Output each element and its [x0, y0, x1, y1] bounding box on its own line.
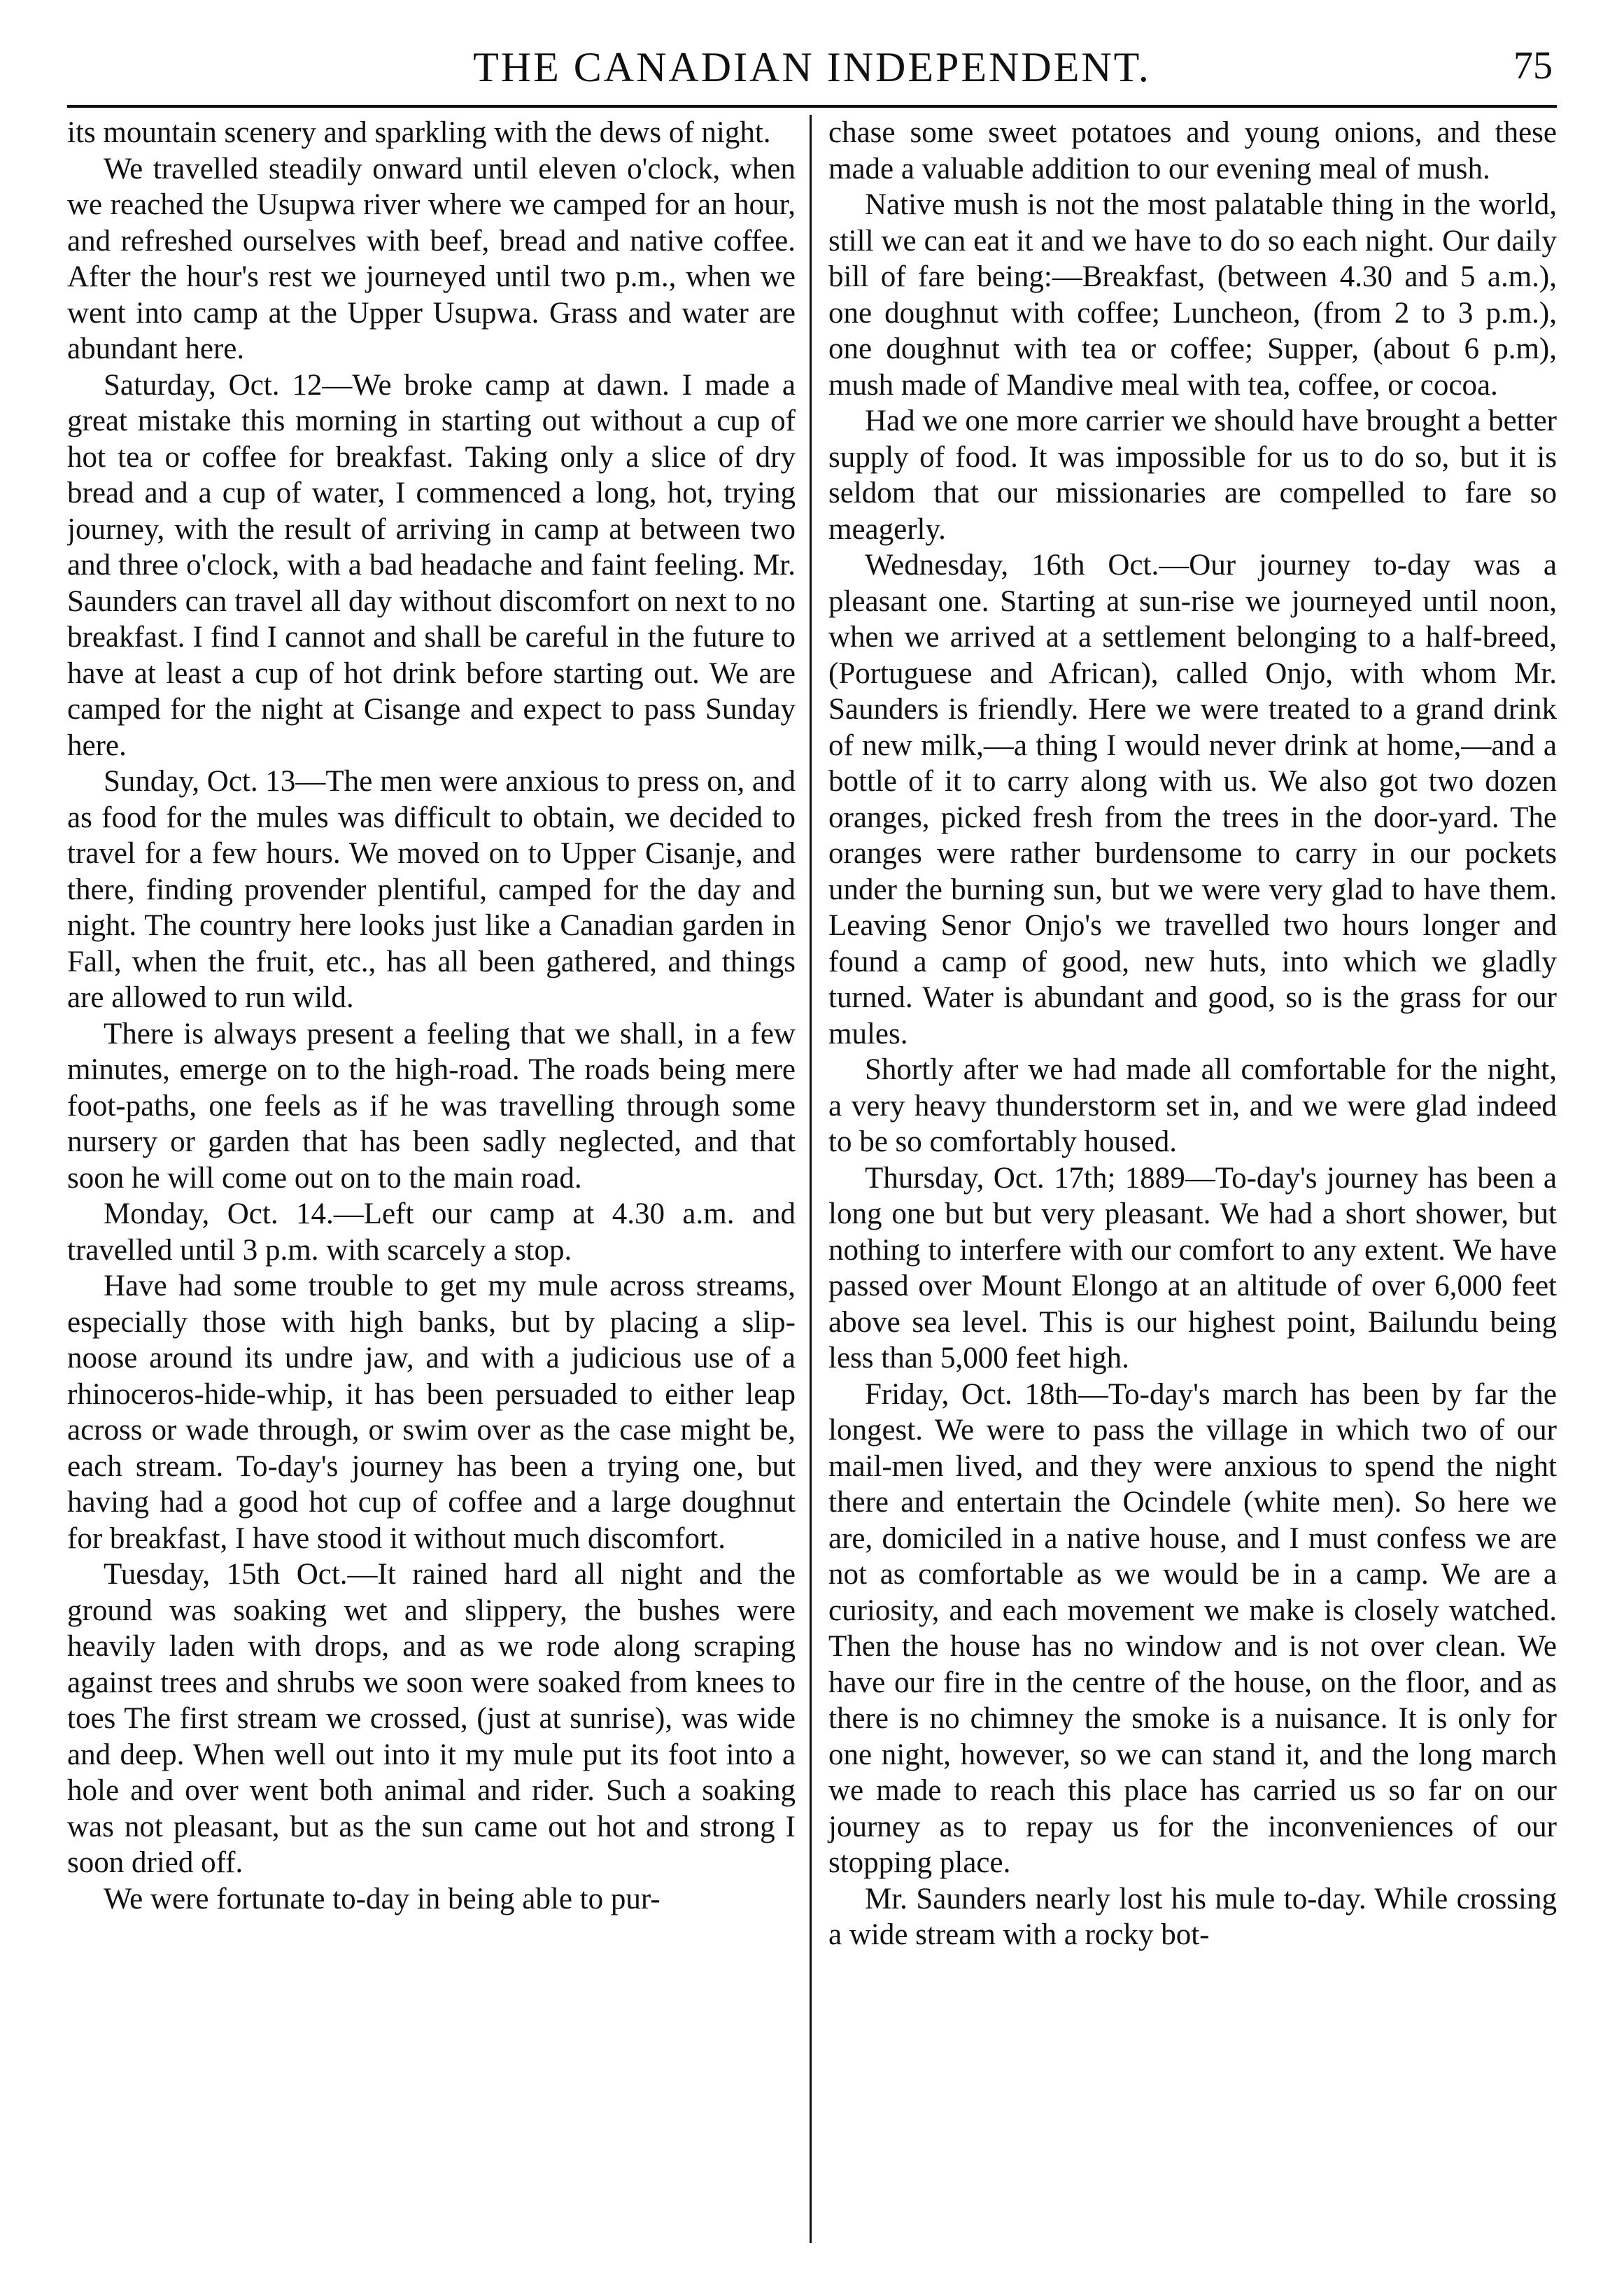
left-column [67, 115, 810, 2243]
paragraph: We were fortunate to-day in being able to pur- [104, 1882, 661, 1915]
paragraph: There is always present a feeling that we shall, in a few minutes, emerge on to the high-road. The roads being mere foot-paths, one feels as if he was travelling through some nursery or garden that has been sadly neglected, and that soon he will come out on to the main road. [67, 1017, 796, 1195]
paragraph: Shortly after we had made all comfortable for the night, a very heavy thunderstorm set in, and we were glad indeed to be so comfortably housed. [828, 1053, 1557, 1158]
paragraph: chase some sweet potatoes and young onions, and these made a valuable addition to our evening meal of mush. [828, 116, 1557, 185]
paragraph: its mountain scenery and sparkling with the dews of night. [67, 116, 771, 149]
running-title: THE CANADIAN INDEPENDENT. [473, 44, 1151, 90]
page-header [67, 28, 1557, 108]
page-number: 75 [1513, 44, 1553, 87]
paragraph: Tuesday, 15th Oct.—It rained hard all night and the ground was soaking wet and slippery, the bushes were heavily laden with drops, and as we rode along scraping against trees and shrubs we soon were soaked from knees to toes The first stream we crossed, (just at sunrise), was wide and deep. When well out into it my mule put its foot into a hole and over went both animal and rider. Such a soaking was not pleasant, but as the sun came out hot and strong I soon dried off. [67, 1558, 796, 1879]
paragraph: Thursday, Oct. 17th; 1889—To-day's journey has been a long one but but very pleasant. We had a short shower, but nothing to interfere with our comfort to any extent. We have passed over Mount Elongo at an altitude of over 6,000 feet above sea level. This is our highest point, Bailundu being less than 5,000 feet high. [828, 1161, 1557, 1374]
paragraph: Mr. Saunders nearly lost his mule to-day. While crossing a wide stream with a rocky bot- [828, 1882, 1557, 1951]
paragraph: Saturday, Oct. 12—We broke camp at dawn. I made a great mistake this morning in starting out without a cup of hot tea or coffee for breakfast. Taking only a slice of dry bread and a cup of water, I commenced a long, hot, trying journey, with the result of arriving in camp at between two and three o'clock, with a bad headache and faint feeling. Mr. Saunders can travel all day without discomfort on next to no breakfast. I find I cannot and shall be careful in the future to have at least a cup of hot drink before starting out. We are camped for the night at Cisange and expect to pass Sunday here. [67, 368, 796, 762]
paragraph: Monday, Oct. 14.—Left our camp at 4.30 a.m. and travelled until 3 p.m. with scarcely a stop. [67, 1197, 796, 1267]
paragraph: We travelled steadily onward until eleven o'clock, when we reached the Usupwa river where we camped for an hour, and refreshed ourselves with beef, bread and native coffee. After the hour's rest we journeyed until two p.m., when we went into camp at the Upper Usupwa. Grass and water are abundant here. [67, 152, 796, 365]
paragraph: Had we one more carrier we should have brought a better supply of food. It was impossible for us to do so, but it is seldom that our missionaries are compelled to fare so meagerly. [828, 405, 1557, 546]
paragraph: Native mush is not the most palatable thing in the world, still we can eat it and we have to do so each night. Our daily bill of fare being:—Breakfast, (between 4.30 and 5 a.m.), one doughnut with coffee; Luncheon, (from 2 to 3 p.m.), one doughnut with tea or coffee; Supper, (about 6 p.m), mush made of Mandive meal with tea, coffee, or cocoa. [828, 188, 1557, 402]
right-column [810, 115, 1557, 2243]
paragraph: Have had some trouble to get my mule across streams, especially those with high banks, but by placing a slip-noose around its undre jaw, and with a judicious use of a rhinoceros-hide-whip, it has been persuaded to either leap across or wade through, or swim over as the case might be, each stream. To-day's journey has been a trying one, but having had a good hot cup of coffee and a large doughnut for breakfast, I have stood it without much discomfort. [67, 1270, 796, 1555]
paragraph: Wednesday, 16th Oct.—Our journey to-day was a pleasant one. Starting at sun-rise we journeyed until noon, when we arrived at a settlement belonging to a half-breed, (Portuguese and African), called Onjo, with whom Mr. Saunders is friendly. Here we were treated to a grand drink of new milk,—a thing I would never drink at home,—and a bottle of it to carry along with us. We also got two dozen oranges, picked fresh from the trees in the door-yard. The oranges were rather burdensome to carry in our pockets under the burning sun, but we were very glad to have them. Leaving Senor Onjo's we travelled two hours longer and found a camp of good, new huts, into which we gladly turned. Water is abundant and good, so is the grass for our mules. [828, 549, 1557, 1050]
paragraph: Friday, Oct. 18th—To-day's march has been by far the longest. We were to pass the village in which two of our mail-men lived, and they were anxious to spend the night there and entertain the Ocindele (white men). So here we are, domiciled in a native house, and I must confess we are not as comfortable as we would be in a camp. We are a curiosity, and each movement we make is closely watched. Then the house has no window and is not over clean. We have our fire in the centre of the house, on the floor, and as there is no chimney the smoke is a nuisance. It is only for one night, however, so we can stand it, and the long march we made to reach this place has carried us so far on our journey as to repay us for the inconveniences of our stopping place. [828, 1377, 1557, 1879]
text-columns [67, 115, 1557, 2243]
paragraph: Sunday, Oct. 13—The men were anxious to press on, and as food for the mules was difficult to obtain, we decided to travel for a few hours. We moved on to Upper Cisanje, and there, finding provender plentiful, camped for the day and night. The country here looks just like a Canadian garden in Fall, when the fruit, etc., has all been gathered, and things are allowed to run wild. [67, 765, 796, 1014]
